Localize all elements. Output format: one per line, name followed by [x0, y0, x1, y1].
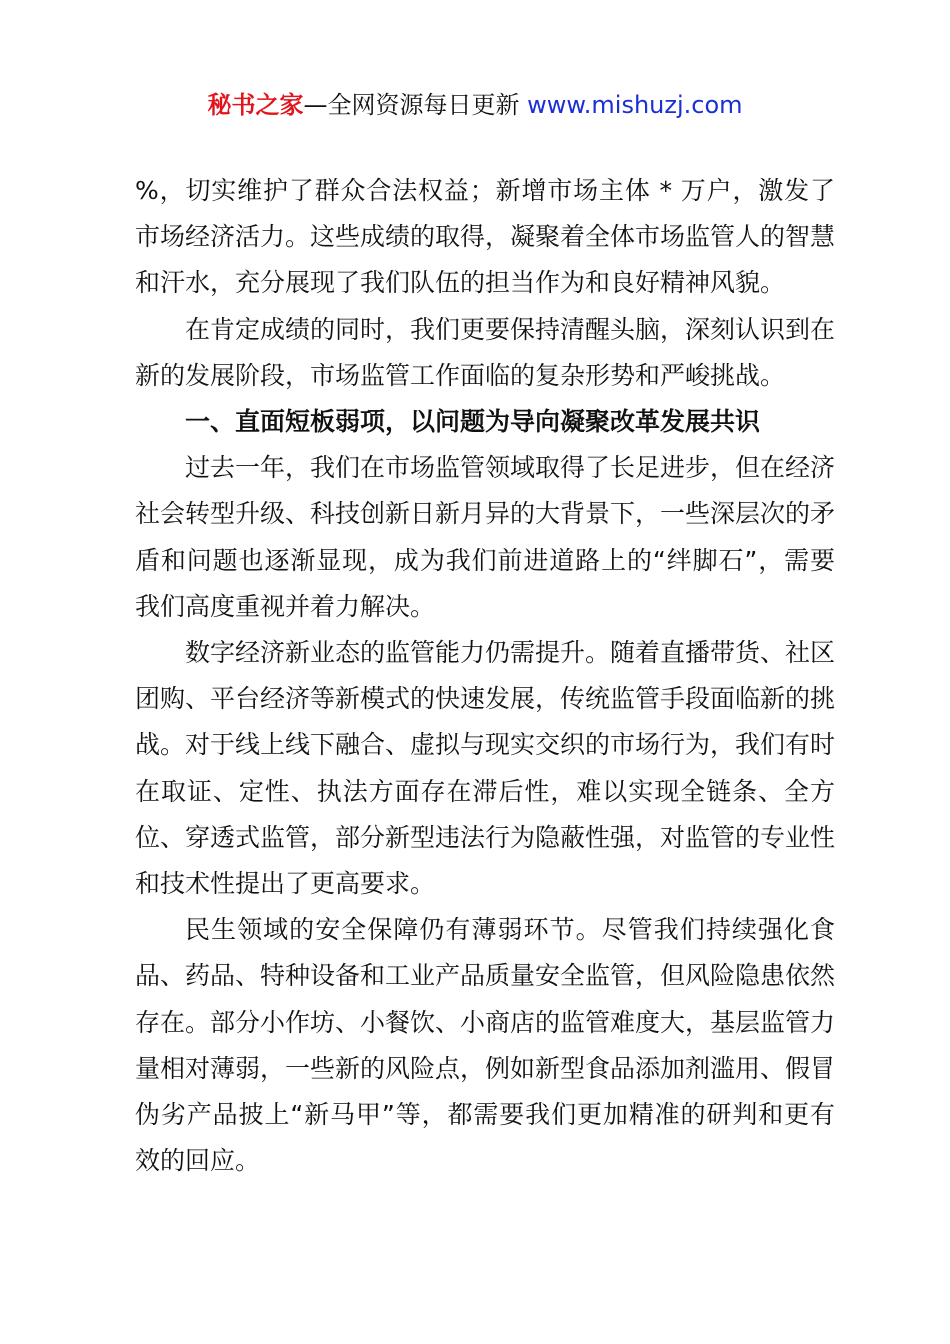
header-tagline: —全网资源每日更新	[303, 91, 528, 119]
brand-name: 秘书之家	[207, 91, 304, 119]
paragraph-digital-economy: 数字经济新业态的监管能力仍需提升。随着直播带货、社区团购、平台经济等新模式的快速发展，传统监管手段面临新的挑战。对于线上线下融合、虚拟与现实交织的市场行为，我们有时在取证、定性、执法方面存在滞后性，难以实现全链条、全方位、穿透式监管，部分新型违法行为隐蔽性强，对监管的专业性和技术性提出了更高要求。	[135, 638, 836, 899]
paragraph-continued: %，切实维护了群众合法权益；新增市场主体 * 万户，激发了市场经济活力。这些成绩的取得，凝聚着全体市场监管人的智慧和汗水，充分展现了我们队伍的担当作为和良好精神风貌。	[135, 176, 836, 298]
paragraph-challenges: 在肯定成绩的同时，我们更要保持清醒头脑，深刻认识到在新的发展阶段，市场监管工作面临的复杂形势和严峻挑战。	[135, 314, 836, 390]
document-body	[135, 168, 835, 1184]
section-heading: 一、直面短板弱项，以问题为导向凝聚改革发展共识	[185, 407, 761, 437]
page-header	[0, 88, 950, 122]
paragraph-past-year: 过去一年，我们在市场监管领域取得了长足进步，但在经济社会转型升级、科技创新日新月异的大背景下，一些深层次的矛盾和问题也逐渐显现，成为我们前进道路上的“绊脚石”，需要我们高度重视并着力解决。	[135, 453, 836, 621]
site-url-link[interactable]: www.mishuzj.com	[527, 91, 743, 119]
paragraph-livelihood-safety: 民生领域的安全保障仍有薄弱环节。尽管我们持续强化食品、药品、特种设备和工业产品质量安全监管，但风险隐患依然存在。部分小作坊、小餐饮、小商店的监管难度大，基层监管力量相对薄弱，一些新的风险点，例如新型食品添加剂滥用、假冒伪劣产品披上“新马甲”等，都需要我们更加精准的研判和更有效的回应。	[135, 915, 836, 1176]
